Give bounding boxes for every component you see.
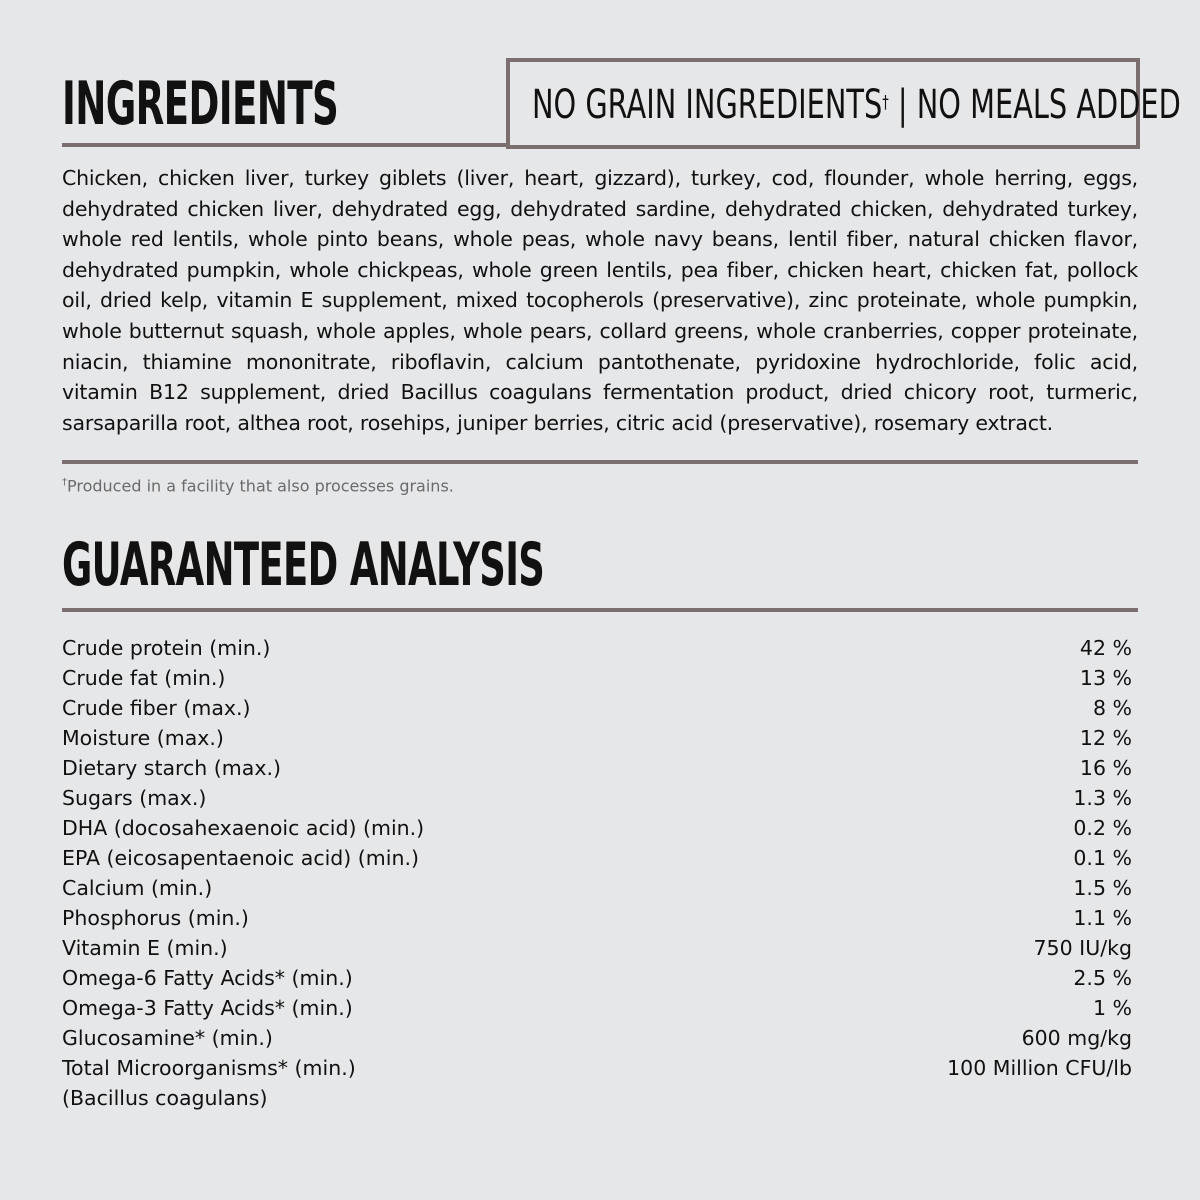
analysis-divider <box>62 608 1138 612</box>
nutrient-value: 1 % <box>1092 996 1132 1020</box>
badge-dagger: † <box>882 92 889 113</box>
badge-part2: | NO MEALS ADDED <box>888 82 1181 128</box>
table-row <box>62 903 1132 933</box>
table-row <box>62 873 1132 903</box>
nutrient-value: 0.1 % <box>1073 846 1132 870</box>
nutrient-name: Sugars (max.) <box>62 786 207 810</box>
table-row <box>62 963 1132 993</box>
table-row <box>62 663 1132 693</box>
table-row <box>62 933 1132 963</box>
nutrient-value: 12 % <box>1079 726 1132 750</box>
table-row <box>62 723 1132 753</box>
no-grain-badge <box>506 58 1181 149</box>
badge-part1: NO GRAIN INGREDIENTS <box>532 82 883 128</box>
nutrient-name: Phosphorus (min.) <box>62 906 249 930</box>
table-row <box>62 633 1132 663</box>
table-row <box>62 753 1132 783</box>
analysis-table <box>62 633 1132 1113</box>
table-row <box>62 1053 1132 1083</box>
nutrient-name: Total Microorganisms* (min.) <box>62 1056 356 1080</box>
footnote-dagger: † <box>62 477 67 488</box>
nutrient-name: Moisture (max.) <box>62 726 224 750</box>
nutrient-value: 8 % <box>1092 696 1132 720</box>
nutrient-name: Crude fat (min.) <box>62 666 226 690</box>
nutrient-value: 750 IU/kg <box>1033 936 1132 960</box>
nutrient-name: DHA (docosahexaenoic acid) (min.) <box>62 816 425 840</box>
nutrient-name: Crude fiber (max.) <box>62 696 251 720</box>
table-row <box>62 1023 1132 1053</box>
nutrient-value: 16 % <box>1079 756 1132 780</box>
nutrient-name: Calcium (min.) <box>62 876 213 900</box>
table-row <box>62 813 1132 843</box>
nutrient-name: Dietary starch (max.) <box>62 756 281 780</box>
table-row <box>62 693 1132 723</box>
footnote-divider <box>62 460 1138 464</box>
nutrient-value: 1.1 % <box>1073 906 1132 930</box>
table-row <box>62 993 1132 1023</box>
nutrient-name: Glucosamine* (min.) <box>62 1026 273 1050</box>
footnote <box>62 473 454 496</box>
ingredients-heading: INGREDIENTS <box>62 69 339 139</box>
badge-text <box>532 82 1181 128</box>
microorganism-note: (Bacillus coagulans) <box>62 1086 268 1110</box>
nutrient-value: 1.5 % <box>1073 876 1132 900</box>
nutrient-value: 100 Million CFU/lb <box>947 1056 1132 1080</box>
nutrient-name: Vitamin E (min.) <box>62 936 228 960</box>
ingredients-list: Chicken, chicken liver, turkey giblets (liver, heart, gizzard), turkey, cod, flounder, whole herring, eggs, dehydrated chicken liver, dehydrated egg, dehydrated sardine, dehydrated chicken, dehydrated turkey, whole red lentils, whole pinto beans, whole peas, whole navy beans, lentil fiber, natural chicken flavor, dehydrated pumpkin, whole chickpeas, whole green lentils, pea fiber, chicken heart, chicken fat, pollock oil, dried kelp, vitamin E supplement, mixed tocopherols (preservative), zinc proteinate, whole pumpkin, whole butternut squash, whole apples, whole pears, collard greens, whole cranberries, copper proteinate, niacin, thiamine mononitrate, riboflavin, calcium pantothenate, pyridoxine hydrochloride, folic acid, vitamin B12 supplement, dried Bacillus coagulans fermentation product, dried chicory root, turmeric, sarsaparilla root, althea root, rosehips, juniper berries, citric acid (preservative), rosemary extract. <box>62 166 1138 435</box>
nutrient-value: 42 % <box>1079 636 1132 660</box>
guaranteed-analysis-heading: GUARANTEED ANALYSIS <box>62 530 545 600</box>
table-row <box>62 843 1132 873</box>
nutrient-value: 600 mg/kg <box>1021 1026 1132 1050</box>
nutrient-name: Omega-3 Fatty Acids* (min.) <box>62 996 353 1020</box>
footnote-text: Produced in a facility that also processes grains. <box>67 476 454 496</box>
ingredients-divider <box>62 143 510 147</box>
nutrient-value: 0.2 % <box>1073 816 1132 840</box>
nutrient-value: 13 % <box>1079 666 1132 690</box>
nutrient-name: EPA (eicosapentaenoic acid) (min.) <box>62 846 419 870</box>
nutrient-name: Crude protein (min.) <box>62 636 271 660</box>
nutrient-value: 1.3 % <box>1073 786 1132 810</box>
nutrient-value: 2.5 % <box>1073 966 1132 990</box>
table-row <box>62 783 1132 813</box>
nutrient-name: Omega-6 Fatty Acids* (min.) <box>62 966 353 990</box>
